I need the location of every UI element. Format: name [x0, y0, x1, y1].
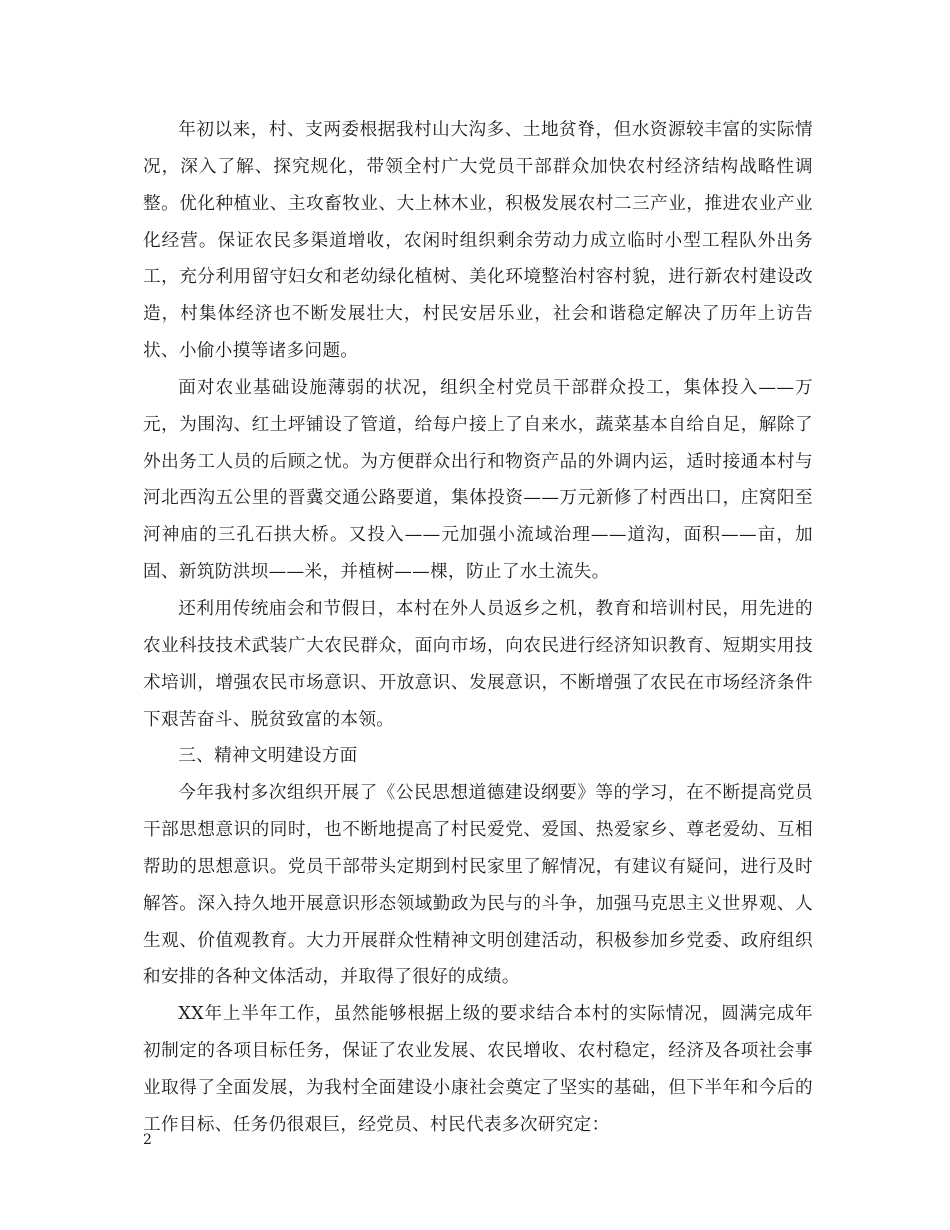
section-heading-spiritual-civilization: 三、精神文明建设方面: [178, 746, 358, 767]
paragraph-ideology-education: 今年我村多次组织开展了《公民思想道德建设纲要》等的学习，在不断提高党员干部思想意识的同时，也不断地提高了村民爱党、爱国、热爱家乡、尊老爱幼、互相帮助的思想意识。党员干部带头定期到村民家里了解情况，有建议有疑问，进行及时解答。深入持久地开展意识形态领域勤政为民与的斗争，加强马克思主义世界观、人生观、价值观教育。大力开展群众性精神文明创建活动，积极参加乡党委、政府组织和安排的各种文体活动，并取得了很好的成绩。: [143, 783, 813, 988]
document-body: [143, 112, 813, 1144]
paragraph-infrastructure: 面对农业基础设施薄弱的状况，组织全村党员干部群众投工，集体投入——万元，为围沟、红土坪铺设了管道，给每户接上了自来水，蔬菜基本自给自足，解除了外出务工人员的后顾之忧。为方便群众出行和物资产品的外调内运，适时接通本村与河北西沟五公里的晋冀交通公路要道，集体投资——万元新修了村西出口，庄窝阳至河神庙的三孔石拱大桥。又投入——元加强小流域治理——道沟，面积——亩，加固、新筑防洪坝——米，并植树——棵，防止了水土流失。: [143, 377, 813, 583]
page-number: 2: [143, 1132, 152, 1148]
paragraph-half-year-summary: XX年上半年工作，虽然能够根据上级的要求结合本村的实际情况，圆满完成年初制定的各项目标任务，保证了农业发展、农民增收、农村稳定，经济及各项社会事业取得了全面发展，为我村全面建设小康社会奠定了坚实的基础，但下半年和今后的工作目标、任务仍很艰巨，经党员、村民代表多次研究定：: [143, 1004, 813, 1135]
paragraph-economic-restructuring: 年初以来，村、支两委根据我村山大沟多、土地贫脊，但水资源较丰富的实际情况，深入了解、探究规化，带领全村广大党员干部群众加快农村经济结构战略性调整。优化种植业、主攻畜牧业、大上林木业，积极发展农村二三产业，推进农业产业化经营。保证农民多渠道增收，农闲时组织剩余劳动力成立临时小型工程队外出务工，充分利用留守妇女和老幼绿化植树、美化环境整治村容村貌，进行新农村建设改造，村集体经济也不断发展壮大，村民安居乐业，社会和谐稳定解决了历年上访告状、小偷小摸等诸多问题。: [143, 120, 813, 362]
paragraph-training: 还利用传统庙会和节假日，本村在外人员返乡之机，教育和培训村民，用先进的农业科技技术武装广大农民群众，面向市场，向农民进行经济知识教育、短期实用技术培训，增强农民市场意识、开放意识、发展意识，不断增强了农民在市场经济条件下艰苦奋斗、脱贫致富的本领。: [143, 598, 813, 730]
